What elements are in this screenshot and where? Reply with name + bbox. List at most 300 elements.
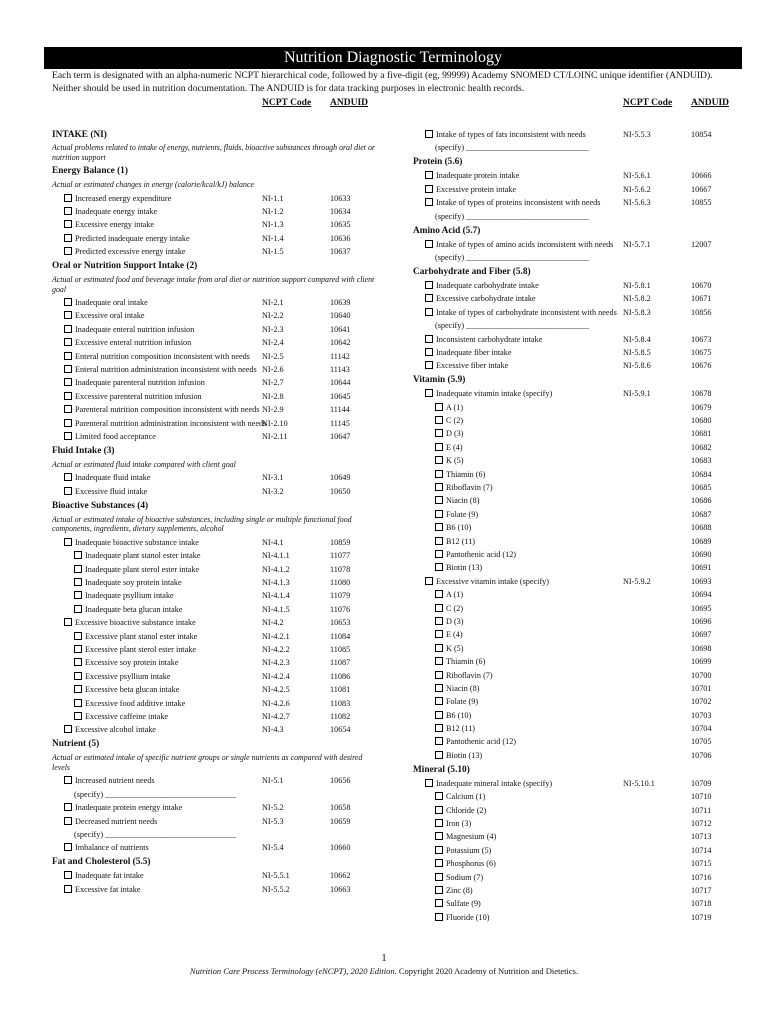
term-row xyxy=(52,311,382,321)
checkbox[interactable] xyxy=(74,685,82,693)
term-row xyxy=(52,247,382,257)
ncpt-code: NI-2.7 xyxy=(262,378,284,388)
checkbox[interactable] xyxy=(435,429,443,437)
checkbox[interactable] xyxy=(435,913,443,921)
section-heading: Oral or Nutrition Support Intake (2) xyxy=(52,261,198,272)
checkbox[interactable] xyxy=(74,658,82,666)
specify-line[interactable] xyxy=(413,253,733,263)
anduid: 10650 xyxy=(330,486,351,496)
anduid: 10683 xyxy=(691,456,712,466)
anduid: 10693 xyxy=(691,576,712,586)
checkbox[interactable] xyxy=(74,605,82,613)
page-number: 1 xyxy=(381,952,387,964)
term-label-wrap xyxy=(413,819,625,829)
term-row xyxy=(413,846,733,856)
term-label-wrap xyxy=(413,751,625,761)
checkbox[interactable] xyxy=(74,578,82,586)
anduid: 11080 xyxy=(330,578,351,588)
checkbox[interactable] xyxy=(435,806,443,814)
checkbox[interactable] xyxy=(435,590,443,598)
checkbox[interactable] xyxy=(435,873,443,881)
checkbox[interactable] xyxy=(425,308,433,316)
ncpt-code: NI-2.8 xyxy=(262,391,284,401)
checkbox[interactable] xyxy=(435,684,443,692)
term-label: Biotin (13) xyxy=(446,563,483,573)
checkbox[interactable] xyxy=(425,281,433,289)
ncpt-code: NI-2.2 xyxy=(262,311,284,321)
checkbox[interactable] xyxy=(64,405,72,413)
term-row xyxy=(52,871,382,881)
term-label: E (4) xyxy=(446,630,463,640)
ncpt-code: NI-4.1.3 xyxy=(262,578,290,588)
ncpt-code: NI-5.8.4 xyxy=(623,334,651,344)
anduid: 10676 xyxy=(691,361,712,371)
anduid: 10702 xyxy=(691,697,712,707)
checkbox[interactable] xyxy=(435,416,443,424)
checkbox[interactable] xyxy=(64,871,72,879)
checkbox[interactable] xyxy=(435,496,443,504)
ncpt-code: NI-4.2.4 xyxy=(262,671,290,681)
checkbox[interactable] xyxy=(64,419,72,427)
checkbox[interactable] xyxy=(64,220,72,228)
anduid: 10642 xyxy=(330,338,351,348)
term-label: Excessive plant sterol ester intake xyxy=(85,644,196,654)
anduid: 11144 xyxy=(330,405,350,415)
term-label: Excessive psyllium intake xyxy=(85,671,171,681)
term-row xyxy=(413,873,733,883)
checkbox[interactable] xyxy=(435,846,443,854)
term-label: Intake of types of proteins inconsistent with needs xyxy=(436,198,601,208)
term-label: Excessive protein intake xyxy=(436,184,517,194)
anduid: 10686 xyxy=(691,496,712,506)
ncpt-code: NI-4.1.2 xyxy=(262,564,290,574)
checkbox[interactable] xyxy=(64,803,72,811)
anduid: 10680 xyxy=(691,416,712,426)
term-row xyxy=(413,657,733,667)
checkbox[interactable] xyxy=(425,171,433,179)
ncpt-code: NI-2.5 xyxy=(262,351,284,361)
ncpt-code: NI-4.2.5 xyxy=(262,685,290,695)
term-label: Pantothenic acid (12) xyxy=(446,737,517,747)
checkbox[interactable] xyxy=(74,699,82,707)
term-label: Riboflavin (7) xyxy=(446,670,493,680)
anduid: 10663 xyxy=(330,884,351,894)
checkbox[interactable] xyxy=(64,298,72,306)
anduid: 10682 xyxy=(691,442,712,452)
term-label-wrap xyxy=(413,577,615,587)
term-label: Predicted inadequate energy intake xyxy=(75,233,190,243)
anduid: 10714 xyxy=(691,845,712,855)
term-label-wrap xyxy=(413,537,625,547)
ncpt-code: NI-4.3 xyxy=(262,725,284,735)
anduid: 11087 xyxy=(330,658,351,668)
checkbox[interactable] xyxy=(425,335,433,343)
checkbox[interactable] xyxy=(64,843,72,851)
anduid: 10710 xyxy=(691,792,712,802)
term-row xyxy=(413,859,733,869)
term-label: Excessive carbohydrate intake xyxy=(436,294,536,304)
term-row xyxy=(52,487,382,497)
term-label: Inadequate mineral intake (specify) xyxy=(436,778,553,788)
specify-line[interactable] xyxy=(52,790,382,800)
checkbox[interactable] xyxy=(74,645,82,653)
ncpt-code: NI-2.4 xyxy=(262,338,284,348)
ncpt-code: NI-4.2.7 xyxy=(262,711,290,721)
specify-text: (specify) ________________________________ xyxy=(74,829,237,839)
term-row xyxy=(413,563,733,573)
term-label: Inadequate fiber intake xyxy=(436,347,512,357)
section-description: Actual or estimated intake of specific nutrient groups or single nutrients as compared with desired levels xyxy=(52,753,363,772)
term-row xyxy=(52,473,382,483)
checkbox[interactable] xyxy=(435,657,443,665)
term-label-wrap xyxy=(413,348,615,358)
specify-text: (specify) ______________________________ xyxy=(435,321,589,331)
checkbox[interactable] xyxy=(425,779,433,787)
anduid: 10658 xyxy=(330,803,351,813)
term-label: Excessive enteral nutrition infusion xyxy=(75,338,192,348)
checkbox[interactable] xyxy=(64,776,72,784)
anduid: 11076 xyxy=(330,604,351,614)
term-label-wrap xyxy=(52,565,272,575)
footer-copyright-text: Copyright 2020 Academy of Nutrition and Dietetics. xyxy=(396,966,579,976)
checkbox[interactable] xyxy=(64,352,72,360)
term-label: Chloride (2) xyxy=(446,805,487,815)
term-label: Enteral nutrition composition inconsistent with needs xyxy=(75,351,250,361)
checkbox[interactable] xyxy=(435,697,443,705)
term-row xyxy=(413,403,733,413)
checkbox[interactable] xyxy=(64,487,72,495)
specify-text: (specify) ______________________________ xyxy=(435,211,589,221)
term-row xyxy=(413,389,733,399)
term-label: Excessive soy protein intake xyxy=(85,658,179,668)
term-label-wrap xyxy=(413,913,625,923)
term-label-wrap xyxy=(413,510,625,520)
checkbox[interactable] xyxy=(435,510,443,518)
term-row xyxy=(52,605,382,615)
specify-line[interactable] xyxy=(413,143,733,153)
checkbox[interactable] xyxy=(64,618,72,626)
checkbox[interactable] xyxy=(425,348,433,356)
checkbox[interactable] xyxy=(74,632,82,640)
anduid: 10697 xyxy=(691,630,712,640)
term-row xyxy=(413,550,733,560)
anduid: 11079 xyxy=(330,591,351,601)
section-description: Actual or estimated fluid intake compared with client goal xyxy=(52,459,236,469)
checkbox[interactable] xyxy=(64,473,72,481)
ncpt-code: NI-5.8.3 xyxy=(623,307,651,317)
term-label: Inadequate fat intake xyxy=(75,871,144,881)
term-label-wrap xyxy=(413,806,625,816)
anduid: 10639 xyxy=(330,298,351,308)
checkbox[interactable] xyxy=(435,483,443,491)
term-row xyxy=(413,537,733,547)
section-heading: Energy Balance (1) xyxy=(52,166,128,176)
checkbox[interactable] xyxy=(435,537,443,545)
term-label: Excessive fluid intake xyxy=(75,486,148,496)
ncpt-code: NI-3.2 xyxy=(262,486,284,496)
section-heading: Mineral (5.10) xyxy=(413,764,470,775)
anduid: 10699 xyxy=(691,657,712,667)
right-column xyxy=(413,130,733,926)
anduid: 10679 xyxy=(691,402,712,412)
term-row xyxy=(52,419,382,429)
checkbox[interactable] xyxy=(435,443,443,451)
checkbox[interactable] xyxy=(435,403,443,411)
checkbox[interactable] xyxy=(435,792,443,800)
term-row xyxy=(413,361,733,371)
checkbox[interactable] xyxy=(64,365,72,373)
specify-text: (specify) ______________________________ xyxy=(435,143,589,153)
term-row xyxy=(52,658,382,668)
checkbox[interactable] xyxy=(425,361,433,369)
checkbox[interactable] xyxy=(425,389,433,397)
ncpt-code: NI-4.2.2 xyxy=(262,644,290,654)
term-label: Calcium (1) xyxy=(446,792,486,802)
term-label: Excessive alcohol intake xyxy=(75,725,156,735)
term-label-wrap xyxy=(52,419,272,429)
term-row xyxy=(52,645,382,655)
checkbox[interactable] xyxy=(74,565,82,573)
ncpt-code: NI-4.1.1 xyxy=(262,551,290,561)
specify-line[interactable] xyxy=(413,321,733,331)
term-label: Decreased nutrient needs xyxy=(75,816,158,826)
anduid: 10688 xyxy=(691,523,712,533)
term-row xyxy=(413,294,733,304)
term-row xyxy=(413,240,733,250)
term-label: Excessive beta glucan intake xyxy=(85,685,180,695)
ncpt-code: NI-1.1 xyxy=(262,193,284,203)
term-label: Excessive energy intake xyxy=(75,220,154,230)
term-row xyxy=(52,220,382,230)
term-label: Intake of types of carbohydrate inconsistent with needs xyxy=(436,307,617,317)
term-label-wrap xyxy=(413,523,625,533)
checkbox[interactable] xyxy=(64,725,72,733)
ncpt-code: NI-4.1 xyxy=(262,537,284,547)
checkbox[interactable] xyxy=(425,185,433,193)
term-label-wrap xyxy=(52,645,272,655)
checkbox[interactable] xyxy=(435,617,443,625)
checkbox[interactable] xyxy=(64,194,72,202)
term-label: Intake of types of amino acids inconsistent with needs xyxy=(436,239,614,249)
term-row xyxy=(52,632,382,642)
term-label: Excessive fiber intake xyxy=(436,361,509,371)
section-heading: Protein (5.6) xyxy=(413,157,463,168)
term-row xyxy=(52,885,382,895)
checkbox[interactable] xyxy=(64,311,72,319)
anduid: 10673 xyxy=(691,334,712,344)
term-label-wrap xyxy=(52,207,262,217)
term-label-wrap xyxy=(52,843,262,853)
term-row xyxy=(52,565,382,575)
anduid: 10685 xyxy=(691,483,712,493)
anduid: 11145 xyxy=(330,418,350,428)
term-row xyxy=(52,591,382,601)
ncpt-code: NI-5.5.3 xyxy=(623,130,651,139)
term-label: A (1) xyxy=(446,402,464,412)
section-description: Actual or estimated intake of bioactive substances, including single or multiple functional food components, ingredients, dietary supplements, alcohol xyxy=(52,514,352,534)
term-row xyxy=(413,281,733,291)
term-label-wrap xyxy=(413,711,625,721)
anduid: 11086 xyxy=(330,671,351,681)
term-label-wrap xyxy=(52,194,262,204)
term-label-wrap xyxy=(413,899,625,909)
term-label-wrap xyxy=(52,699,272,709)
header-anduid-left: ANDUID xyxy=(330,98,368,108)
checkbox[interactable] xyxy=(74,551,82,559)
checkbox[interactable] xyxy=(64,392,72,400)
checkbox[interactable] xyxy=(435,563,443,571)
term-label: Niacin (8) xyxy=(446,683,480,693)
ncpt-code: NI-3.1 xyxy=(262,473,284,483)
checkbox[interactable] xyxy=(435,456,443,464)
checkbox[interactable] xyxy=(64,538,72,546)
term-label: Excessive vitamin intake (specify) xyxy=(436,576,549,586)
checkbox[interactable] xyxy=(435,671,443,679)
anduid: 10701 xyxy=(691,683,712,693)
checkbox[interactable] xyxy=(74,591,82,599)
term-label: Niacin (8) xyxy=(446,496,480,506)
checkbox[interactable] xyxy=(64,325,72,333)
ncpt-code: NI-1.5 xyxy=(262,247,284,257)
anduid: 10647 xyxy=(330,431,351,441)
term-row xyxy=(413,630,733,640)
checkbox[interactable] xyxy=(435,859,443,867)
checkbox[interactable] xyxy=(425,130,433,138)
term-label-wrap xyxy=(52,487,262,497)
checkbox[interactable] xyxy=(435,604,443,612)
term-label-wrap xyxy=(52,378,262,388)
section-description: Actual or estimated changes in energy (calorie/kcal/kJ) balance xyxy=(52,180,254,189)
checkbox[interactable] xyxy=(435,550,443,558)
ncpt-code: NI-4.2.1 xyxy=(262,631,290,641)
checkbox[interactable] xyxy=(425,577,433,585)
term-label-wrap xyxy=(52,591,272,601)
checkbox[interactable] xyxy=(64,207,72,215)
term-label-wrap xyxy=(413,590,625,600)
checkbox[interactable] xyxy=(64,338,72,346)
anduid: 11084 xyxy=(330,631,351,641)
anduid: 10855 xyxy=(691,198,712,208)
anduid: 10641 xyxy=(330,324,351,334)
term-label: Thiamin (6) xyxy=(446,469,486,479)
term-row xyxy=(413,335,733,345)
term-label: Imbalance of nutrients xyxy=(75,843,149,853)
term-label-wrap xyxy=(413,443,625,453)
anduid: 10716 xyxy=(691,872,712,882)
term-row xyxy=(413,416,733,426)
specify-line[interactable] xyxy=(52,830,382,840)
checkbox[interactable] xyxy=(435,523,443,531)
checkbox[interactable] xyxy=(435,737,443,745)
anduid: 10644 xyxy=(330,378,351,388)
term-label: D (3) xyxy=(446,616,464,626)
checkbox[interactable] xyxy=(64,432,72,440)
term-row xyxy=(413,604,733,614)
anduid: 10713 xyxy=(691,832,712,842)
term-label-wrap xyxy=(413,335,615,345)
ncpt-code: NI-5.5.2 xyxy=(262,884,290,894)
checkbox[interactable] xyxy=(74,672,82,680)
term-row xyxy=(52,817,382,827)
anduid: 10703 xyxy=(691,710,712,720)
section-description: Actual problems related to intake of energy, nutrients, fluids, bioactive substances through oral diet or nutrition support xyxy=(52,143,375,162)
checkbox[interactable] xyxy=(435,644,443,652)
term-label: Inadequate bioactive substance intake xyxy=(75,537,199,547)
anduid: 10691 xyxy=(691,563,712,573)
checkbox[interactable] xyxy=(64,817,72,825)
checkbox[interactable] xyxy=(64,247,72,255)
anduid: 10711 xyxy=(691,805,712,815)
checkbox[interactable] xyxy=(74,712,82,720)
ncpt-code: NI-4.1.4 xyxy=(262,591,290,601)
term-label: Predicted excessive energy intake xyxy=(75,247,186,257)
checkbox[interactable] xyxy=(435,899,443,907)
term-label: Excessive plant stanol ester intake xyxy=(85,631,198,641)
term-row xyxy=(413,577,733,587)
term-row xyxy=(413,443,733,453)
checkbox[interactable] xyxy=(435,630,443,638)
category-heading: INTAKE (NI) xyxy=(52,130,107,140)
checkbox[interactable] xyxy=(425,240,433,248)
intro-paragraph: Each term is designated with an alpha-numeric NCPT hierarchical code, followed by a five-digit (eg, 99999) Academy SNOMED CT/LOINC unique identifier (ANDUID). Neither should be used in nutrition documentation. The ANDUID is for data tracking purposes in electronic health records. xyxy=(52,70,713,94)
checkbox[interactable] xyxy=(64,885,72,893)
checkbox[interactable] xyxy=(435,470,443,478)
term-row xyxy=(413,496,733,506)
term-row xyxy=(52,699,382,709)
term-row xyxy=(413,171,733,181)
ncpt-code: NI-2.3 xyxy=(262,324,284,334)
term-row xyxy=(52,618,382,628)
checkbox[interactable] xyxy=(64,234,72,242)
term-row xyxy=(413,806,733,816)
checkbox[interactable] xyxy=(435,832,443,840)
anduid: 11143 xyxy=(330,365,350,375)
specify-line[interactable] xyxy=(413,212,733,222)
term-label: A (1) xyxy=(446,590,464,600)
term-label: Excessive caffeine intake xyxy=(85,711,169,721)
ncpt-code: NI-5.3 xyxy=(262,816,284,826)
checkbox[interactable] xyxy=(435,751,443,759)
checkbox[interactable] xyxy=(425,294,433,302)
anduid: 10654 xyxy=(330,725,351,735)
anduid: 10700 xyxy=(691,670,712,680)
term-row xyxy=(413,185,733,195)
ncpt-code: NI-4.1.5 xyxy=(262,604,290,614)
ncpt-code: NI-5.8.1 xyxy=(623,280,651,290)
term-row xyxy=(52,405,382,415)
ncpt-code: NI-5.2 xyxy=(262,803,284,813)
term-label-wrap xyxy=(413,604,625,614)
checkbox[interactable] xyxy=(435,711,443,719)
checkbox[interactable] xyxy=(435,886,443,894)
section-heading: Fat and Cholesterol (5.5) xyxy=(52,857,151,868)
ncpt-code: NI-4.2.6 xyxy=(262,698,290,708)
checkbox[interactable] xyxy=(435,819,443,827)
term-label: B6 (10) xyxy=(446,710,472,720)
anduid: 10660 xyxy=(330,843,351,853)
term-label: Pantothenic acid (12) xyxy=(446,549,517,559)
term-row xyxy=(52,776,382,786)
term-label-wrap xyxy=(413,483,625,493)
ncpt-code: NI-5.9.2 xyxy=(623,576,651,586)
term-row xyxy=(413,130,733,140)
term-label: Inadequate oral intake xyxy=(75,298,148,308)
checkbox[interactable] xyxy=(64,378,72,386)
term-row xyxy=(413,483,733,493)
checkbox[interactable] xyxy=(425,198,433,206)
checkbox[interactable] xyxy=(435,724,443,732)
ncpt-code: NI-2.6 xyxy=(262,365,284,375)
